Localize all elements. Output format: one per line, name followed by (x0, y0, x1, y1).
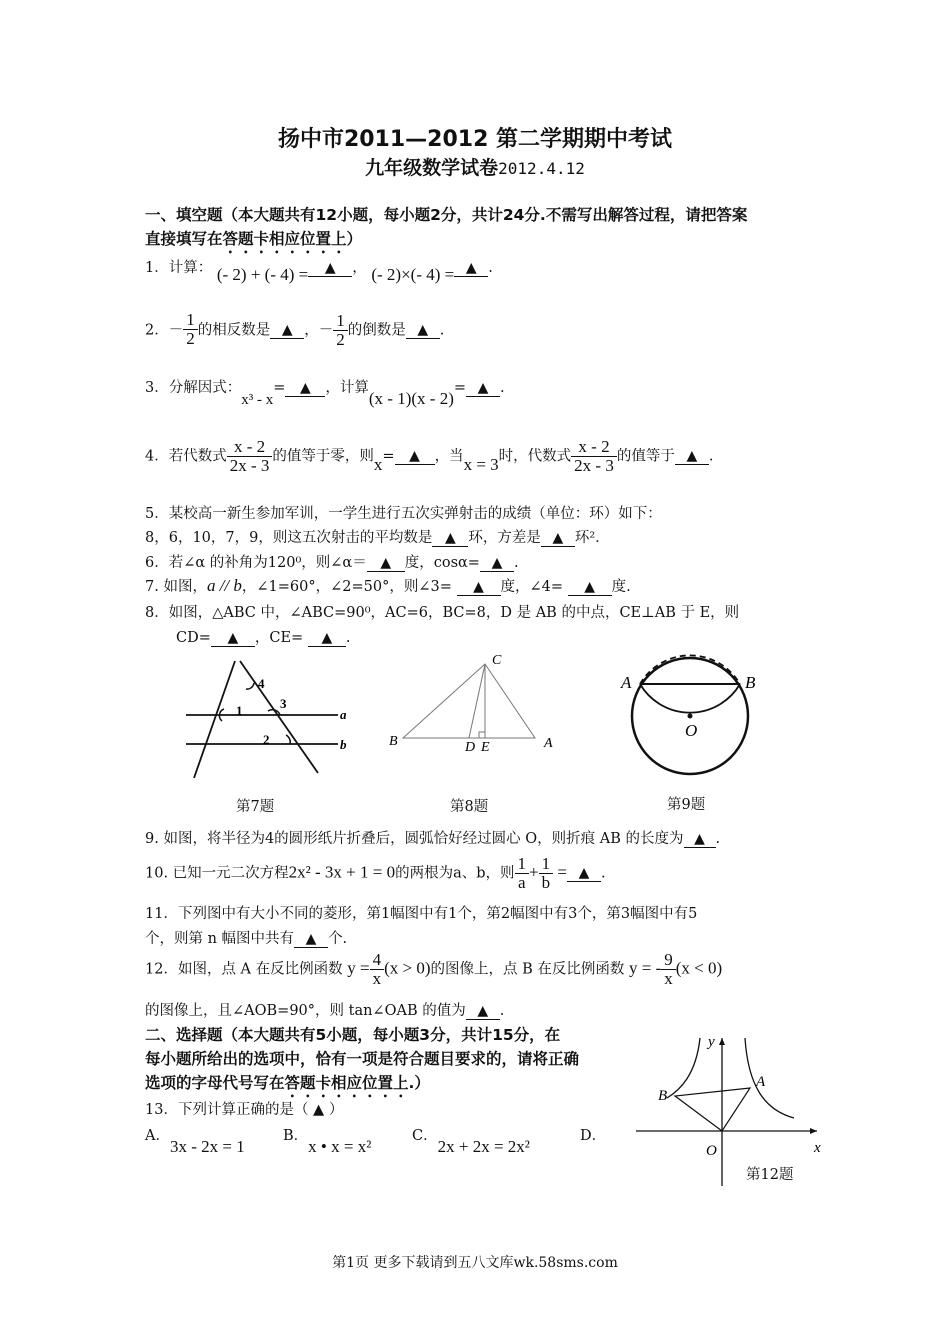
fig9-label-o: O (685, 721, 698, 740)
question-11: 11．下列图中有大小不同的菱形，第1幅图中有1个，第2幅图中有3个，第3幅图中有5 (145, 906, 698, 922)
question-9: 9. 如图，将半径为4的圆形纸片折叠后，圆弧恰好经过圆心 O，则折痕 AB 的长度为 ▲ . (145, 831, 721, 847)
figure-9-caption: 第9题 (667, 797, 706, 813)
figure-8 (385, 648, 565, 758)
option-b: B．x • x = x² (283, 1128, 372, 1156)
figure-8-caption: 第8题 (450, 799, 489, 815)
option-a: A．3x - 2x = 1 (145, 1128, 245, 1156)
fig8-label-c: C (492, 653, 502, 668)
fig7-label-3: 3 (280, 696, 287, 711)
question-7: 7. 如图，a // b，∠1=60°，∠2=50°，则∠3= ▲ 度，∠4= ▲ 度. (145, 576, 631, 595)
fig7-label-1: 1 (236, 703, 243, 718)
fig8-label-d: D (465, 740, 476, 755)
fig12-label-a: A (756, 1074, 766, 1090)
answer-blank: ▲ (684, 831, 716, 848)
fig12-label-b: B (658, 1088, 668, 1104)
fig12-label-o: O (706, 1143, 717, 1159)
fig12-label-x: x (814, 1140, 821, 1156)
answer-blank: ▲ (466, 1003, 500, 1020)
answer-blank: ▲ (367, 555, 405, 572)
fig7-label-2: 2 (263, 732, 270, 747)
page-title: 扬中市2011—2012 第二学期期中考试 (277, 127, 673, 152)
answer-blank: ▲ (541, 530, 575, 547)
question-8: 8．如图，△ABC 中，∠ABC=90⁰，AC=6，BC=8，D 是 AB 的中点，CE⊥AB 于 E，则 (145, 605, 740, 621)
answer-blank: ▲ (294, 931, 328, 948)
fig7-label-4: 4 (258, 676, 265, 691)
figure-12-caption: 第12题 (746, 1167, 794, 1183)
question-1: 1．计算： (- 2) + (- 4) = ▲ ， (- 2)×(- 4) = ▲ . (145, 260, 493, 284)
section2-heading-line2: 每小题所给出的选项中，恰有一项是符合题目要求的，请将正确 (145, 1050, 580, 1068)
section1-heading-line2: 直接填写在答题卡相应位置上） (145, 230, 363, 248)
question-8-line2: CD= ▲ ，CE= ▲ . (176, 630, 351, 646)
figure-12 (632, 1030, 832, 1190)
question-4: 4．若代数式 $\frac{x - 2}{2x - 3}$ 的值等于零，则x= ▲ ，当x = 3时，代数式 $\frac{x - 2}{2x - 3}$ 的值等于 ▲ . (145, 437, 714, 475)
question-13: 13．下列计算正确的是（ ▲ ） (145, 1102, 344, 1118)
question-5: 5．某校高一新生参加军训，一学生进行五次实弹射击的成绩（单位：环）如下： (145, 506, 662, 522)
question-3: 3．分解因式：x³ - x= ▲ ，计算(x - 1)(x - 2)= ▲ . (145, 380, 505, 408)
section2-heading: 二、选择题（本大题共有5小题，每小题3分，共计15分，在 (145, 1026, 561, 1044)
question-10: 10. 已知一元二次方程2x² - 3x + 1 = 0的两根为a、b，则 $\frac{1}{a}$ + $\frac{1}{b}$ = ▲ . (145, 854, 606, 892)
answer-blank: ▲ (395, 448, 435, 465)
section2-heading-line3: 选项的字母代号写在答题卡相应位置上.） (145, 1074, 430, 1092)
fig7-label-b: b (340, 737, 347, 752)
fig8-label-b: B (389, 734, 398, 749)
figure-7 (178, 655, 378, 785)
section1-heading: 一、填空题（本大题共有12小题，每小题2分，共计24分.不需写出解答过程，请把答案 (145, 206, 748, 224)
answer-blank: ▲ (406, 322, 440, 339)
question-6: 6．若∠α 的补角为120⁰，则∠α＝ ▲ 度，cosα= ▲ . (145, 555, 519, 571)
page-subtitle: 九年级数学试卷2012.4.12 (365, 157, 585, 179)
fig9-label-b: B (745, 673, 756, 692)
answer-blank: ▲ (675, 448, 709, 465)
answer-blank: ▲ (567, 865, 601, 882)
answer-blank: ▲ (285, 380, 325, 397)
question-12: 12．如图，点 A 在反比例函数 y = $\frac{4}{x}$ (x > 0)的图像上，点 B 在反比例函数 y = - $\frac{9}{x}$ (x < 0) (145, 950, 723, 988)
answer-blank: ▲ (270, 322, 304, 339)
answer-blank: ▲ (480, 555, 514, 572)
answer-blank: ▲ (568, 579, 612, 596)
question-2: 2．－ $\frac{1}{2}$ 的相反数是 ▲ ，－ $\frac{1}{2}$ 的倒数是 ▲ . (145, 310, 445, 349)
option-d: D． (580, 1128, 607, 1144)
fig9-label-a: A (621, 673, 632, 692)
fig12-label-y: y (708, 1034, 715, 1050)
answer-blank: ▲ (457, 579, 501, 596)
figure-9 (615, 648, 775, 783)
answer-blank: ▲ (211, 630, 255, 647)
answer-blank: ▲ (308, 630, 346, 647)
fig8-label-a: A (544, 736, 553, 751)
answer-blank: ▲ (308, 260, 352, 277)
answer-blank: ▲ (432, 530, 468, 547)
fig8-label-e: E (481, 740, 490, 755)
figure-7-caption: 第7题 (236, 799, 275, 815)
question-12-line2: 的图像上，且∠AOB=90°，则 tan∠OAB 的值为 ▲ . (145, 1003, 505, 1019)
question-5-line2: 8，6，10，7，9，则这五次射击的平均数是 ▲ 环，方差是 ▲ 环²． (145, 530, 610, 546)
fig7-label-a: a (340, 707, 347, 722)
page-footer: 第1页 更多下载请到五八文库wk.58sms.com (332, 1255, 618, 1271)
exam-date: 2012.4.12 (498, 159, 585, 178)
answer-blank: ▲ (454, 260, 488, 277)
question-11-line2: 个，则第 n 幅图中共有 ▲ 个. (145, 931, 348, 947)
option-c: C．2x + 2x = 2x² (412, 1128, 530, 1156)
answer-blank: ▲ (466, 380, 500, 397)
